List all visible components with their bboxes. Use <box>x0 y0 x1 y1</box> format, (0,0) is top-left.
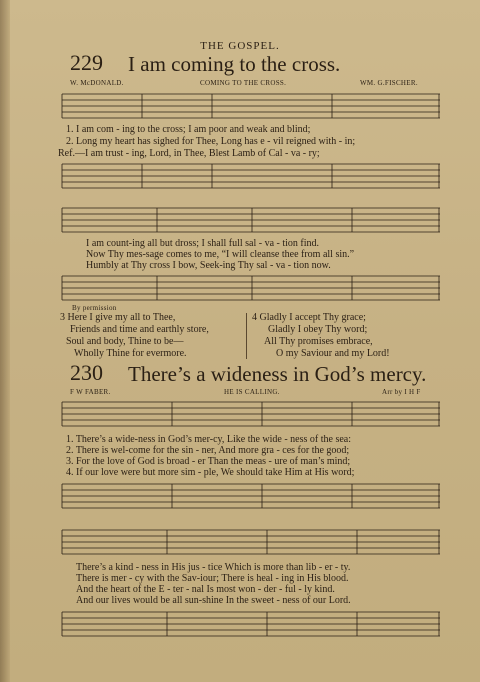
hymn-229-tune: COMING TO THE CROSS. <box>200 79 287 87</box>
hymn-230-number: 230 <box>70 360 103 385</box>
hymn-229-composer: WM. G.FISCHER. <box>360 79 418 87</box>
hymn-229-title: I am coming to the cross. <box>128 52 341 76</box>
hymn-229-bass-staff-2 <box>62 274 440 302</box>
hymn-230-bass-staff-2 <box>62 610 440 638</box>
hymn-230-s1-line-4: 4. If our love were but more sim - ple, We should take Him at His word; <box>66 467 355 478</box>
hymn-229-s2-line-1: I am count-ing all but dross; I shall full sal - va - tion find. <box>86 238 320 249</box>
hymn-230-tune: HE IS CALLING. <box>224 388 280 396</box>
hymn-229-verse-4-line-4: O my Saviour and my Lord! <box>276 348 390 359</box>
verse-divider <box>246 313 247 359</box>
hymn-229-s1-line-3: Ref.—I am trust - ing, Lord, in Thee, Blest Lamb of Cal - va - ry; <box>58 148 320 159</box>
hymn-229-verse-3-line-2: Friends and time and earthly store, <box>70 324 209 335</box>
hymn-229-verse-4-line-2: Gladly I obey Thy word; <box>268 324 368 335</box>
hymn-229-s1-line-1: 1. I am com - ing to the cross; I am poor and weak and blind; <box>66 124 311 135</box>
hymn-230-author: F W FABER. <box>70 388 111 396</box>
hymn-230-treble-staff-2 <box>62 528 440 556</box>
hymn-229-author: W. McDONALD. <box>70 79 124 87</box>
hymn-229-s2-line-2: Now Thy mes-sage comes to me, “I will cleanse thee from all sin.” <box>86 249 355 260</box>
page-binding-edge <box>0 0 10 682</box>
hymn-229-verse-3-line-4: Wholly Thine for evermore. <box>74 348 187 359</box>
hymn-230-bass-staff-1 <box>62 482 440 510</box>
hymn-229-number: 229 <box>70 50 103 75</box>
page-header: THE GOSPEL. <box>200 40 280 52</box>
hymn-229-treble-staff-2 <box>62 206 440 234</box>
hymn-230-s2-line-2: There is mer - cy with the Sav-iour; There is heal - ing in His blood. <box>76 573 349 584</box>
hymn-230-s2-line-4: And our lives would be all sun-shine In the sweet - ness of our Lord. <box>76 595 351 606</box>
hymn-230-s1-line-2: 2. There is wel-come for the sin - ner, And more gra - ces for the good; <box>66 445 350 456</box>
hymn-230-title: There’s a wideness in God’s mercy. <box>128 362 427 386</box>
hymn-230-s1-line-3: 3. For the love of God is broad - er Than the meas - ure of man’s mind; <box>66 456 351 467</box>
hymn-229-verse-3-line-1: 3 Here I give my all to Thee, <box>60 312 176 323</box>
hymn-230-s1-line-1: 1. There’s a wide-ness in God’s mer-cy, Like the wide - ness of the sea: <box>66 434 351 445</box>
hymn-230-s2-line-1: There’s a kind - ness in His jus - tice Which is more than lib - er - ty. <box>76 562 351 573</box>
hymn-230-treble-staff-1 <box>62 400 440 428</box>
hymn-229-verse-3-line-3: Soul and body, Thine to be— <box>66 336 184 347</box>
hymn-229-verse-4-line-1: 4 Gladly I accept Thy grace; <box>252 312 366 323</box>
hymn-230-s2-line-3: And the heart of the E - ter - nal Is most won - der - ful - ly kind. <box>76 584 335 595</box>
hymn-229-s2-line-3: Humbly at Thy cross I bow, Seek-ing Thy sal - va - tion now. <box>86 260 331 271</box>
hymn-229-verse-4-line-3: All Thy promises embrace, <box>264 336 373 347</box>
hymn-229-permission: By permission <box>72 304 117 312</box>
hymn-230-arranger: Arr by I H F <box>382 388 421 396</box>
hymn-229-bass-staff-1 <box>62 162 440 190</box>
hymn-229-s1-line-2: 2. Long my heart has sighed for Thee, Long has e - vil reigned with - in; <box>66 136 356 147</box>
hymn-229-treble-staff-1 <box>62 92 440 120</box>
